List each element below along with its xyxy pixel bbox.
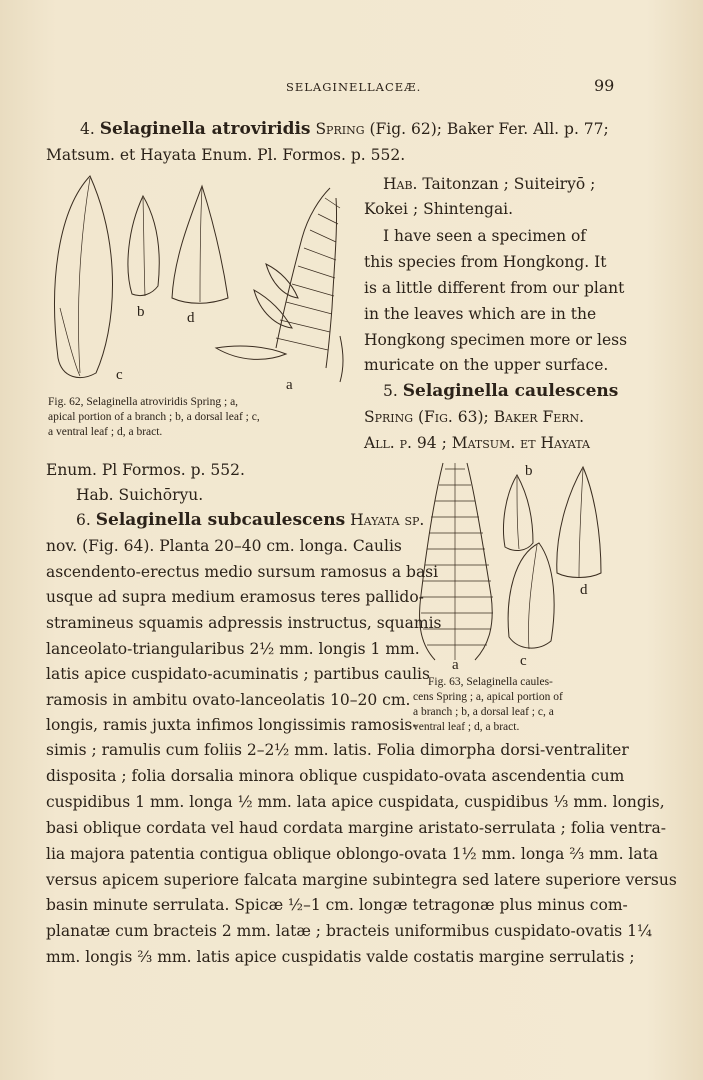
species-5-habitat: Hab. Suichōryu. — [76, 486, 204, 504]
species-4-heading — [80, 117, 609, 143]
description-line: latis apice cuspidato-acuminatis ; partibus caulis — [46, 665, 430, 683]
species-name: Selaginella subcaulescens — [95, 510, 346, 530]
species-number: 5. — [383, 382, 398, 400]
fig63-caption-line: ventral leaf ; d, a bract. — [413, 721, 520, 733]
species-author: Hayata sp. — [350, 511, 425, 529]
page-number: 99 — [594, 76, 615, 95]
fig62-label-a: a — [286, 377, 293, 393]
hab-label: Hab. — [383, 175, 418, 193]
description-line: basi oblique cordata vel haud cordata margine aristato-serrulata ; folia ventra- — [46, 819, 666, 837]
species-4-reference-2: Matsum. et Hayata Enum. Pl. Formos. p. 552. — [46, 146, 406, 164]
fig62-caption-line: apical portion of a branch ; b, a dorsal leaf ; c, — [48, 411, 260, 423]
fig63-caption-line: a branch ; b, a dorsal leaf ; c, a — [413, 706, 554, 718]
figure-62-illustration — [40, 168, 350, 388]
hab-text: Taitonzan ; Suiteiryō ; — [422, 175, 596, 193]
species-5-line: Enum. Pl Formos. p. 552. — [46, 461, 245, 479]
description-line: ramosis in ambitu ovato-lanceolatis 10–20 cm. — [46, 691, 411, 709]
species-number: 4. — [80, 120, 95, 138]
species-name: Selaginella caulescens — [402, 381, 619, 401]
description-line: lanceolato-triangularibus 2½ mm. longis 1 mm. — [46, 640, 420, 658]
note-line: I have seen a specimen of — [383, 227, 587, 245]
species-author: Spring — [315, 120, 365, 138]
description-line: basin minute serrulata. Spicæ ½–1 cm. longæ tetragonæ plus minus com- — [46, 896, 628, 914]
fig62-label-d: d — [187, 310, 195, 326]
description-line: simis ; ramulis cum foliis 2–2½ mm. latis. Folia dimorpha dorsi-ventraliter — [46, 741, 629, 759]
description-line: versus apicem superiore falcata margine subintegra sed latere superiore versus — [46, 871, 677, 889]
species-5-heading — [383, 379, 618, 405]
species-number: 6. — [76, 511, 91, 529]
description-line: nov. (Fig. 64). Planta 20–40 cm. longa. Caulis — [46, 537, 402, 555]
fig62-caption-line: a ventral leaf ; d, a bract. — [48, 426, 163, 438]
description-line: cuspidibus 1 mm. longa ½ mm. lata apice cuspidata, cuspidibus ⅓ mm. longis, — [46, 793, 665, 811]
species-name: Selaginella atroviridis — [99, 119, 311, 139]
description-line: planatæ cum bracteis 2 mm. latæ ; bracteis uniformibus cuspidato-ovatis 1¼ — [46, 922, 653, 940]
fig63-label-b: b — [525, 463, 533, 479]
fig62-caption-line: Fig. 62, Selaginella atroviridis Spring ; a, — [48, 396, 239, 408]
fig62-label-c: c — [116, 367, 123, 383]
description-line: stramineus squamis adpressis instructus, squamis — [46, 614, 442, 632]
fig63-label-c: c — [520, 653, 527, 669]
habitat-line-2: Kokei ; Shintengai. — [364, 200, 514, 218]
description-line: usque ad supra medium eramosus teres pallido- — [46, 588, 424, 606]
species-6-heading — [76, 508, 424, 534]
note-line: muricate on the upper surface. — [364, 356, 609, 374]
fig63-caption-line: Fig. 63, Selaginella caules- — [428, 676, 553, 688]
species-4-habitat — [383, 172, 595, 198]
species-5-line: Spring (Fig. 63); Baker Fern. — [364, 408, 585, 426]
description-line: ascendento-erectus medio sursum ramosus a basi — [46, 563, 439, 581]
species-5-line: All. p. 94 ; Matsum. et Hayata — [364, 434, 590, 452]
note-line: in the leaves which are in the — [364, 305, 597, 323]
note-line: this species from Hongkong. It — [364, 253, 607, 271]
fig63-caption-line: cens Spring ; a, apical portion of — [413, 691, 563, 703]
description-line: disposita ; folia dorsalia minora oblique cuspidato-ovata ascendentia cum — [46, 767, 625, 785]
running-title: SELAGINELLACEÆ. — [286, 80, 422, 94]
description-line: mm. longis ⅔ mm. latis apice cuspidatis valde costatis margine serrulatis ; — [46, 948, 635, 966]
note-line: is a little different from our plant — [364, 279, 625, 297]
description-line: longis, ramis juxta infimos longissimis ramosis- — [46, 716, 418, 734]
fig63-label-d: d — [580, 582, 588, 598]
description-line: lia majora patentia contigua oblique oblongo-ovata 1½ mm. longa ⅔ mm. lata — [46, 845, 659, 863]
fig63-label-a: a — [452, 657, 459, 673]
species-reference: (Fig. 62); Baker Fer. All. p. 77; — [369, 120, 609, 138]
fig62-label-b: b — [137, 304, 145, 320]
note-line: Hongkong specimen more or less — [364, 331, 628, 349]
